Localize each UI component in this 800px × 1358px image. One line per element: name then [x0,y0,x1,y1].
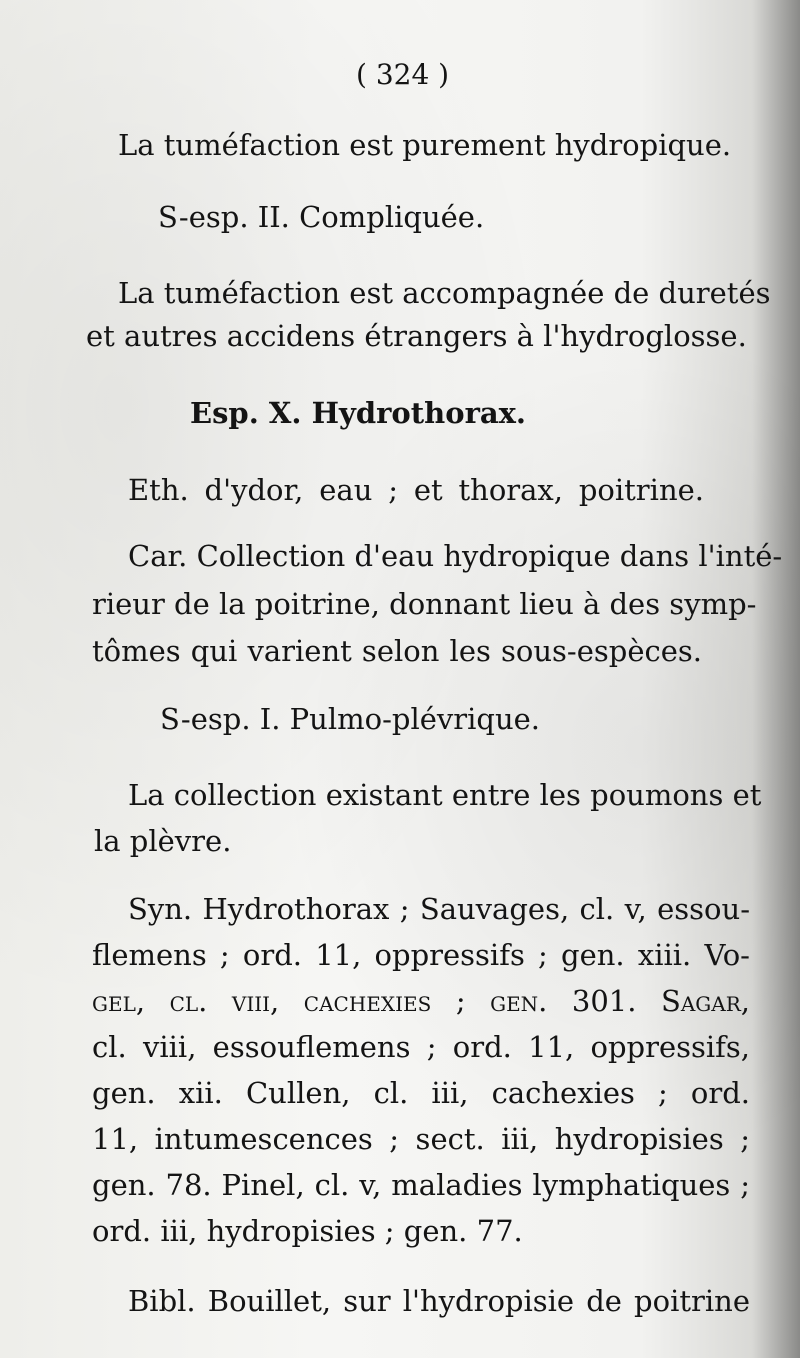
text-line: Syn. Hydrothorax ; Sauvages, cl. v, essou- [128,892,750,926]
text-line: flemens ; ord. 11, oppressifs ; gen. xiii. Vo- [92,938,750,972]
text-line: cl. viii, essouflemens ; ord. 11, oppressifs, [92,1030,750,1064]
text-line: gel, cl. viii, cachexies ; gen. 301. Sagar, [92,984,750,1018]
text-line: La tuméfaction est purement hydropique. [118,128,732,162]
text-line: La tuméfaction est accompagnée de duretés [118,276,771,310]
species-heading: Esp. X. Hydrothorax. [190,396,527,430]
text-line: tômes qui varient selon les sous-espèces. [92,634,702,668]
text-line: ord. iii, hydropisies ; gen. 77. [92,1214,523,1248]
text-line: rieur de la poitrine, donnant lieu à des symp- [92,587,757,621]
text-line: gen. 78. Pinel, cl. v, maladies lymphatiques ; [92,1168,750,1202]
text-line: la plèvre. [94,824,232,858]
text-line: gen. xii. Cullen, cl. iii, cachexies ; ord. [92,1076,750,1110]
text-line: Car. Collection d'eau hydropique dans l'inté- [128,539,783,573]
text-line: Bibl. Bouillet, sur l'hydropisie de poitrine [128,1284,750,1318]
subspecies-heading: S-esp. I. Pulmo-plévrique. [160,702,541,736]
text-line: et autres accidens étrangers à l'hydroglosse. [86,319,747,353]
subspecies-heading: S-esp. II. Compliquée. [158,200,485,234]
page-number: ( 324 ) [356,58,450,91]
text-line: La collection existant entre les poumons et [128,778,762,812]
text-line: Eth. d'ydor, eau ; et thorax, poitrine. [128,473,704,507]
text-line: 11, intumescences ; sect. iii, hydropisies ; [92,1122,750,1156]
